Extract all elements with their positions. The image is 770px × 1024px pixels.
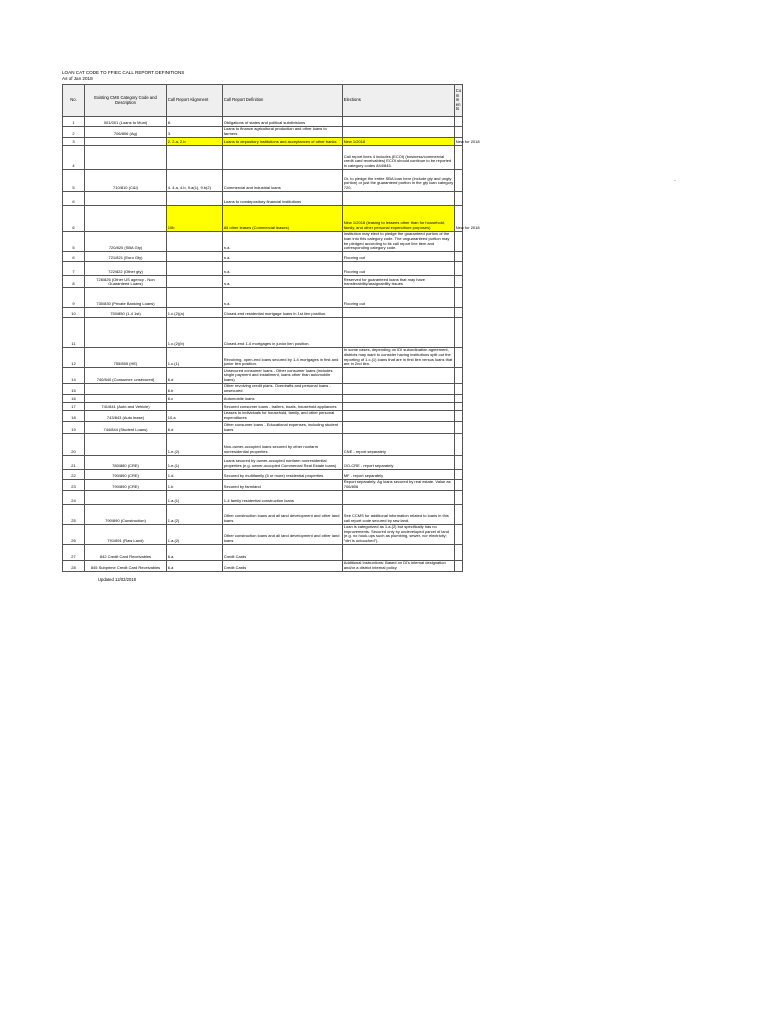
- elections-cell: Report separately. Ag loans secured by real estate. Value as 706/806: [343, 479, 455, 490]
- row-number: 7: [63, 262, 85, 276]
- stray-mark: -: [674, 178, 676, 184]
- definition-cell: n.a.: [223, 276, 343, 288]
- table-row: [63, 231, 463, 251]
- definition-cell: Secured consumer loans - trailers, boats, household appliances: [223, 402, 343, 410]
- comments-cell: [455, 421, 463, 433]
- comments-cell: [455, 169, 463, 191]
- table-row: [63, 348, 463, 368]
- existing-code: 721/821 (Euro Gty): [85, 252, 167, 262]
- alignment-cell: 6.c: [167, 394, 223, 402]
- comments-cell: [455, 262, 463, 276]
- comments-cell: [455, 252, 463, 262]
- elections-cell: OO-CRE - report separately: [343, 455, 455, 469]
- comments-cell: [455, 469, 463, 479]
- spreadsheet-page: [62, 70, 480, 582]
- existing-code: 790/890 (Construction): [85, 504, 167, 524]
- definition-cell: Secured by farmland: [223, 479, 343, 490]
- elections-cell: Flooring out: [343, 262, 455, 276]
- alignment-cell: 6.a: [167, 544, 223, 560]
- row-number: 26: [63, 524, 85, 544]
- table-row: [63, 145, 463, 169]
- header-elections: Elections: [343, 85, 455, 117]
- existing-code: 722/822 (Other gty): [85, 262, 167, 276]
- definition-cell: n.a.: [223, 288, 343, 308]
- existing-code: 744/844 (Student Loans): [85, 421, 167, 433]
- existing-code: 755/855 (HE): [85, 348, 167, 368]
- elections-cell: [343, 394, 455, 402]
- existing-code: 726/826 (Other US agency - Non Guaranteed Loans): [85, 276, 167, 288]
- elections-cell: In some cases, depending on IDI subordination agreement, districts may want to consider having institutions split out the reporting of 1.c.(1) loans that are in first lien versus loans that are in 2nd lien.: [343, 348, 455, 368]
- existing-code: [85, 394, 167, 402]
- existing-code: 730/830 (Private Banking Loans): [85, 288, 167, 308]
- comments-cell: [455, 479, 463, 490]
- comments-cell: [455, 308, 463, 318]
- elections-cell: [343, 116, 455, 126]
- alignment-cell: 1.d.: [167, 469, 223, 479]
- definition-cell: Other construction loans and all land development and other land loans: [223, 524, 343, 544]
- header-comments: Comments: [455, 85, 463, 117]
- definition-cell: Revolving, open-end loans secured by 1-4 mortgages in first and junior lien position.: [223, 348, 343, 368]
- row-number: 24: [63, 490, 85, 504]
- alignment-cell: 6.b: [167, 383, 223, 394]
- table-row: [63, 308, 463, 318]
- row-number: 14: [63, 368, 85, 384]
- definition-cell: Leases to individuals for household, family, and other personal expenditures: [223, 410, 343, 421]
- table-row: [63, 205, 463, 231]
- table-row: [63, 479, 463, 490]
- existing-code: [85, 433, 167, 455]
- existing-code: [85, 137, 167, 145]
- table-row: [63, 318, 463, 348]
- definitions-table: [62, 84, 480, 572]
- comments-cell: [455, 126, 463, 137]
- elections-cell: Institution may elect to pledge the guaranteed portion of the loan into this category code. The unguaranteed portion may be pledged according to its call report line item and corresponding category code.: [343, 231, 455, 251]
- existing-code: [85, 318, 167, 348]
- definition-cell: Obligations of states and political subdivisions: [223, 116, 343, 126]
- table-row: [63, 469, 463, 479]
- definition-cell: [223, 145, 343, 169]
- table-row: [63, 421, 463, 433]
- table-row: [63, 394, 463, 402]
- alignment-cell: 1.a.(1): [167, 490, 223, 504]
- table-row: [63, 368, 463, 384]
- table-row: [63, 137, 463, 145]
- definition-cell: Credit Cards: [223, 560, 343, 571]
- alignment-cell: [167, 145, 223, 169]
- comments-cell: [455, 504, 463, 524]
- row-number: 5: [63, 231, 85, 251]
- row-number: 18: [63, 410, 85, 421]
- definition-cell: Commercial and industrial loans: [223, 169, 343, 191]
- definition-cell: Closed-end residential mortgage loans in 1st lien position.: [223, 308, 343, 318]
- alignment-cell: 1.e.(1): [167, 455, 223, 469]
- row-number: 3: [63, 137, 85, 145]
- alignment-cell: 2. 2.a, 2.b: [167, 137, 223, 145]
- existing-code: [85, 145, 167, 169]
- table-row: [63, 169, 463, 191]
- comments-cell: [455, 288, 463, 308]
- definition-cell: Non-owner-occupied loans secured by other nonfarm nonresidential properties: [223, 433, 343, 455]
- as-of-date: As of Jan 2018: [62, 75, 93, 81]
- definition-cell: Other revolving credit plans. Overdrafts and personal loans - unsecured: [223, 383, 343, 394]
- elections-cell: Additional Instructions: Based on DI's internal designation and/or a district internal policy: [343, 560, 455, 571]
- comments-cell: [455, 410, 463, 421]
- elections-cell: New 1/2018 (leasing to lessees other than for household, family, and other personal expenditure purposes): [343, 205, 455, 231]
- table-row: [63, 504, 463, 524]
- comments-cell: [455, 402, 463, 410]
- comments-cell: [455, 394, 463, 402]
- definition-cell: Other consumer loans - Educational expenses, including student loans: [223, 421, 343, 433]
- alignment-cell: 1.e.(2): [167, 433, 223, 455]
- row-number: 11: [63, 318, 85, 348]
- comments-cell: [455, 231, 463, 251]
- existing-code: [85, 490, 167, 504]
- row-number: 15: [63, 383, 85, 394]
- alignment-cell: 1.a.(2): [167, 524, 223, 544]
- row-number: 1: [63, 116, 85, 126]
- comments-cell: [455, 560, 463, 571]
- elections-cell: CNE - report separately: [343, 433, 455, 455]
- elections-cell: See CCMS for additional information related to loans in this call report code secured by raw land.: [343, 504, 455, 524]
- alignment-cell: [167, 262, 223, 276]
- comments-cell: [455, 276, 463, 288]
- table-row: [63, 560, 463, 571]
- row-number: 27: [63, 544, 85, 560]
- alignment-cell: 1.c.(2)(b): [167, 318, 223, 348]
- row-number: 22: [63, 469, 85, 479]
- alignment-cell: [167, 288, 223, 308]
- table-row: [63, 402, 463, 410]
- existing-code: 741/841 (Auto and Vehicle): [85, 402, 167, 410]
- table-row: [63, 544, 463, 560]
- definition-cell: n.a.: [223, 262, 343, 276]
- page-title: LOAN CAT CODE TO FFIEC CALL REPORT DEFINITIONS: [62, 70, 185, 75]
- existing-code: 791/891 (Raw Land): [85, 524, 167, 544]
- alignment-cell: 1.b: [167, 479, 223, 490]
- definition-cell: Secured by multifamily (5 or more) residential properties: [223, 469, 343, 479]
- header-existing-code: Existing CMS Category Code and Description: [85, 85, 167, 117]
- definition-cell: Closed-end 1-4 mortgages in junior lien position.: [223, 318, 343, 348]
- elections-cell: Reserved for guaranteed loans that may have transferability/assignability issues: [343, 276, 455, 288]
- row-number: 19: [63, 421, 85, 433]
- alignment-cell: 6.d: [167, 421, 223, 433]
- alignment-cell: 3.: [167, 126, 223, 137]
- comments-cell: [455, 433, 463, 455]
- comments-cell: [455, 524, 463, 544]
- elections-cell: [343, 383, 455, 394]
- existing-code: [85, 205, 167, 231]
- table-row: [63, 252, 463, 262]
- elections-cell: Or, to pledge the entire SBA loan here (include gty and ungty portion) or just the guaranteed portion in the gty loan category 720.: [343, 169, 455, 191]
- table-row: [63, 490, 463, 504]
- existing-code: 710/810 (C&I): [85, 169, 167, 191]
- definition-cell: Other construction loans and all land development and other land loans: [223, 504, 343, 524]
- existing-code: 842 Credit Card Receivables: [85, 544, 167, 560]
- existing-code: 750/850 (1-4 1st): [85, 308, 167, 318]
- definition-cell: All other leases (Commercial leases): [223, 205, 343, 231]
- row-number: 17: [63, 402, 85, 410]
- definition-cell: Loans to finance agricultural production and other loans to farmers: [223, 126, 343, 137]
- comments-cell: [455, 544, 463, 560]
- row-number: 5: [63, 169, 85, 191]
- existing-code: 780/880 (CRE): [85, 455, 167, 469]
- row-number: 21: [63, 455, 85, 469]
- row-number: 9: [63, 288, 85, 308]
- existing-code: 740/840 (Consumer: unsecured): [85, 368, 167, 384]
- header-alignment: Call Report Alignment: [167, 85, 223, 117]
- alignment-cell: 6.d: [167, 368, 223, 384]
- elections-cell: [343, 126, 455, 137]
- header-row: [63, 85, 463, 117]
- existing-code: 790/890 (CRE): [85, 479, 167, 490]
- alignment-cell: [167, 252, 223, 262]
- elections-cell: Flooring out: [343, 288, 455, 308]
- alignment-cell: 10.a: [167, 410, 223, 421]
- table-row: [63, 126, 463, 137]
- row-number: 12: [63, 348, 85, 368]
- table-row: [63, 262, 463, 276]
- row-number: 25: [63, 504, 85, 524]
- existing-code: 743/843 (Auto lease): [85, 410, 167, 421]
- table-row: [63, 116, 463, 126]
- elections-cell: New 1/2018: [343, 137, 455, 145]
- updated-date: Updated 12/02/2018: [98, 576, 136, 582]
- existing-code: 790/890 (CRE): [85, 469, 167, 479]
- elections-cell: [343, 191, 455, 205]
- elections-cell: MF - report separately: [343, 469, 455, 479]
- elections-cell: Loan is categorized as 1.a.(2) but specifically has no improvements. Secured only by undeveloped parcel of land (e.g. no hook-ups such as plumbing, sewer, nor electricity; "dirt is untouched").: [343, 524, 455, 544]
- row-number: 23: [63, 479, 85, 490]
- comments-cell: [455, 348, 463, 368]
- definition-cell: n.a.: [223, 231, 343, 251]
- existing-code: 845 Subprime Credit Card Receivables: [85, 560, 167, 571]
- comments-cell: [455, 116, 463, 126]
- alignment-cell: [167, 231, 223, 251]
- row-number: 28: [63, 560, 85, 571]
- existing-code: 001/001 (Loans to Muni): [85, 116, 167, 126]
- definition-cell: Loans secured by owner-occupied nonfarm nonresidential properties (e.g. owner-occupied Commercial Real Estate loans): [223, 455, 343, 469]
- alignment-cell: 1.a.(2): [167, 504, 223, 524]
- row-number: 20: [63, 433, 85, 455]
- alignment-cell: 1.c.(1): [167, 348, 223, 368]
- alignment-cell: 4. 4.a, 4.b, 9.a(1), 9.b(2): [167, 169, 223, 191]
- existing-code: [85, 383, 167, 394]
- elections-cell: [343, 318, 455, 348]
- alignment-cell: [167, 402, 223, 410]
- row-number: 10: [63, 308, 85, 318]
- comments-cell: New for 2018: [455, 205, 463, 231]
- header-no: No.: [63, 85, 85, 117]
- row-number: 16: [63, 394, 85, 402]
- header-definition: Call Report Definition: [223, 85, 343, 117]
- definition-cell: Unsecured consumer loans - Other consumer loans (includes single payment and installment, loans other than automobile loans): [223, 368, 343, 384]
- table-row: [63, 410, 463, 421]
- comments-cell: [455, 490, 463, 504]
- alignment-cell: 8.: [167, 116, 223, 126]
- row-number: 8: [63, 276, 85, 288]
- table-row: [63, 276, 463, 288]
- comments-cell: [455, 318, 463, 348]
- row-number: 6: [63, 191, 85, 205]
- definition-cell: Credit Cards: [223, 544, 343, 560]
- comments-cell: [455, 191, 463, 205]
- elections-cell: [343, 421, 455, 433]
- comments-cell: New for 2018: [455, 138, 480, 144]
- elections-cell: [343, 368, 455, 384]
- elections-cell: Call report lines 4 includes (ECOI) (business/commercial credit card receivables) ECOI should continue to be reported in category codes 844/845.: [343, 145, 455, 169]
- existing-code: 706/806 (Ag): [85, 126, 167, 137]
- definition-cell: 1-4 family residential construction loans: [223, 490, 343, 504]
- elections-cell: [343, 544, 455, 560]
- elections-cell: [343, 410, 455, 421]
- row-number: 2: [63, 126, 85, 137]
- table-row: [63, 433, 463, 455]
- elections-cell: Flooring out: [343, 252, 455, 262]
- definition-cell: Loans to depository institutions and acceptances of other banks: [223, 137, 343, 145]
- comments-cell: [455, 383, 463, 394]
- alignment-cell: 1.c.(2)(a): [167, 308, 223, 318]
- definition-cell: Automobile loans: [223, 394, 343, 402]
- row-number: 6: [63, 205, 85, 231]
- existing-code: 720/820 (SBA Gty): [85, 231, 167, 251]
- table-row: [63, 455, 463, 469]
- alignment-cell: 10b: [167, 205, 223, 231]
- alignment-cell: 6.a: [167, 560, 223, 571]
- table-row: [63, 191, 463, 205]
- alignment-cell: [167, 191, 223, 205]
- elections-cell: [343, 402, 455, 410]
- table-row: [63, 383, 463, 394]
- definition-cell: Loans to nondepository financial institutions: [223, 191, 343, 205]
- comments-cell: [455, 455, 463, 469]
- alignment-cell: [167, 276, 223, 288]
- comments-cell: [455, 145, 463, 169]
- table-row: [63, 288, 463, 308]
- row-number: 6: [63, 252, 85, 262]
- definition-cell: n.a.: [223, 252, 343, 262]
- elections-cell: [343, 490, 455, 504]
- elections-cell: [343, 308, 455, 318]
- row-number: 4: [63, 145, 85, 169]
- comments-cell: [455, 368, 463, 384]
- table-row: [63, 524, 463, 544]
- existing-code: [85, 191, 167, 205]
